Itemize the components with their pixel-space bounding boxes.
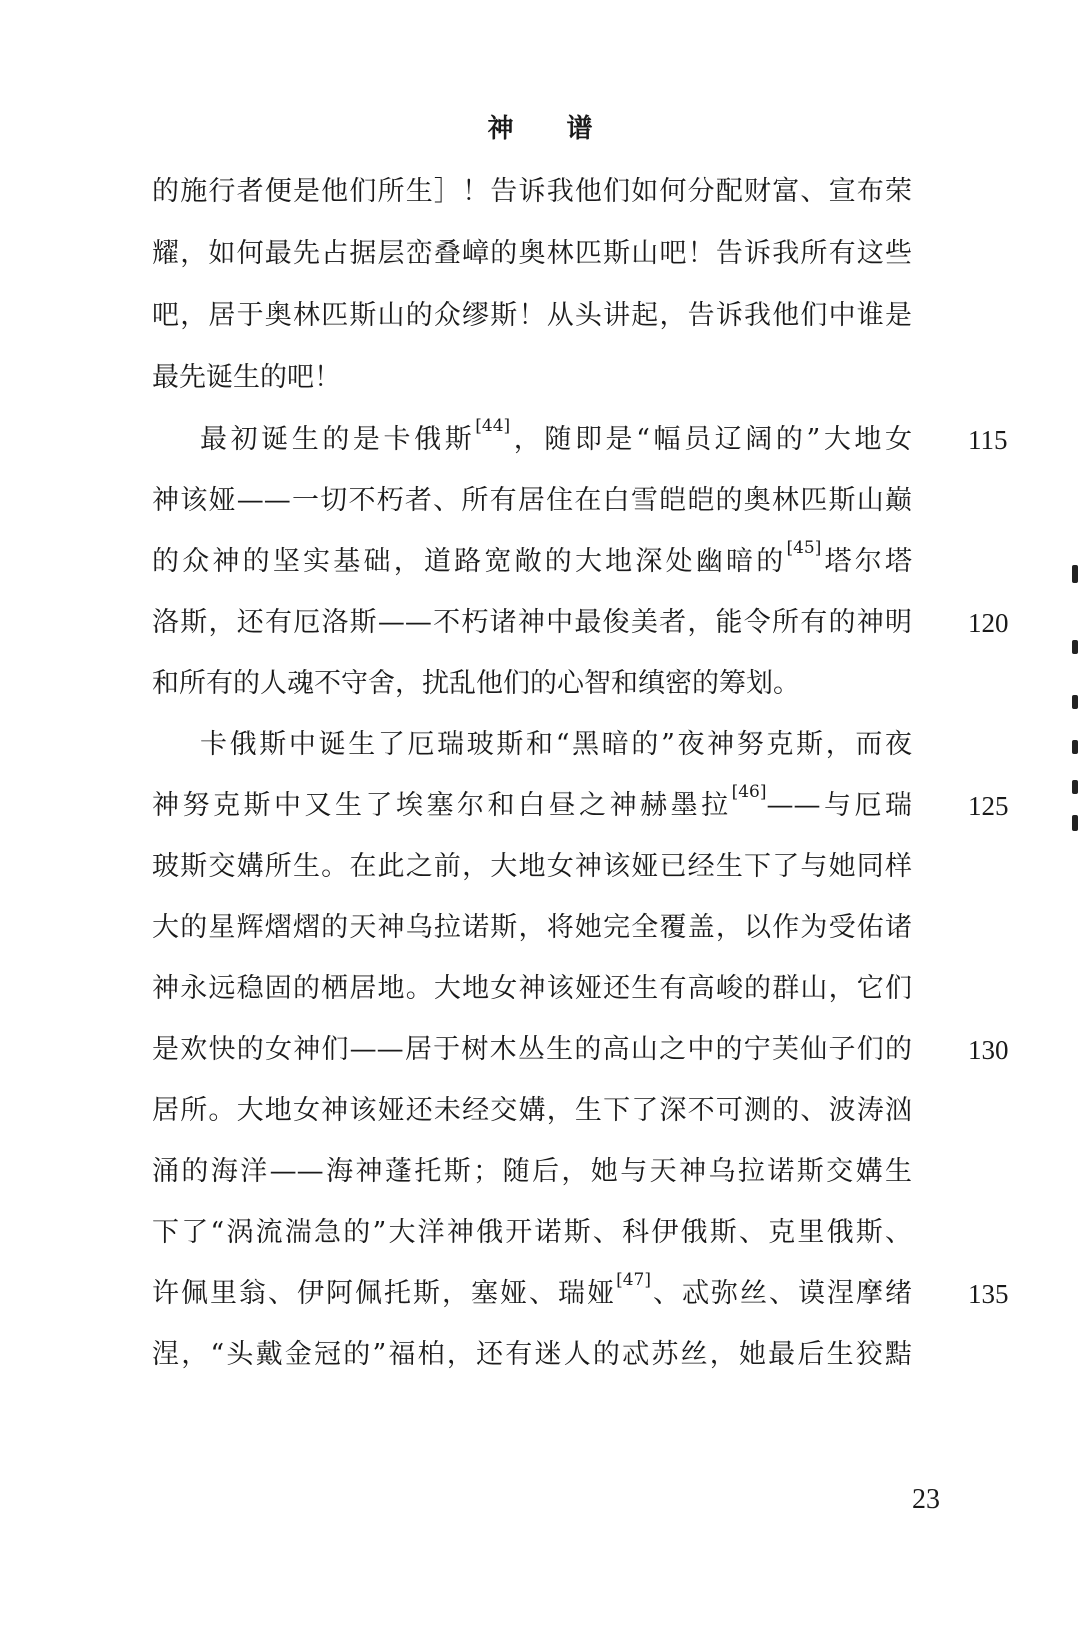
text-line	[152, 782, 913, 826]
facing-page-bleed	[1072, 695, 1078, 709]
text-line: 洛斯，还有厄洛斯——不朽诸神中最俊美者，能令所有的神明	[152, 607, 912, 638]
running-head: 神 谱	[487, 114, 615, 144]
text-line: 和所有的人魂不守舍，扰乱他们的心智和缜密的筹划。	[152, 668, 800, 699]
text-line	[152, 538, 913, 582]
facing-page-bleed	[1072, 640, 1078, 654]
text-line: 涅，“头戴金冠的”福柏，还有迷人的忒苏丝，她最后生狡黠	[152, 1339, 912, 1370]
text-run: 最初诞生的是卡俄斯	[200, 424, 476, 455]
text-run: 塔尔塔	[821, 546, 913, 577]
text-line: 吧，居于奥林匹斯山的众缪斯！从头讲起，告诉我他们中谁是	[152, 300, 912, 331]
text-run: ，随即是“幅员辽阔的”大地女	[510, 424, 913, 455]
verse-line-number: 125	[968, 791, 1009, 821]
text-line: 居所。大地女神该娅还未经交媾，生下了深不可测的、波涛汹	[152, 1095, 912, 1126]
text-line: 是欢快的女神们——居于树木丛生的高山之中的宁芙仙子们的	[152, 1034, 912, 1065]
text-line: 神永远稳固的栖居地。大地女神该娅还生有高峻的群山，它们	[152, 973, 912, 1004]
facing-page-bleed	[1072, 565, 1078, 583]
verse-line-number: 115	[968, 425, 1008, 455]
text-run: 、忒弥丝、谟涅摩绪	[650, 1278, 913, 1309]
text-line: 最先诞生的吧！	[152, 362, 341, 393]
footnote-ref-44[interactable]: [44]	[475, 416, 511, 436]
footnote-ref-47[interactable]: [47]	[616, 1270, 651, 1290]
footnote-ref-45[interactable]: [45]	[786, 538, 822, 558]
page-number: 23	[912, 1484, 940, 1515]
facing-page-bleed	[1072, 780, 1078, 794]
verse-line-number: 120	[968, 608, 1009, 638]
facing-page-bleed	[1072, 740, 1078, 754]
footnote-ref-46[interactable]: [46]	[731, 782, 767, 802]
text-line: 下了“涡流湍急的”大洋神俄开诺斯、科伊俄斯、克里俄斯、	[152, 1217, 912, 1248]
text-run: 神努克斯中又生了埃塞尔和白昼之神赫墨拉	[152, 790, 732, 821]
text-line	[200, 416, 913, 460]
text-run: 的众神的坚实基础，道路宽敞的大地深处幽暗的	[152, 546, 787, 577]
text-line: 大的星辉熠熠的天神乌拉诺斯，将她完全覆盖，以作为受佑诸	[152, 912, 912, 943]
text-line: 耀，如何最先占据层峦叠嶂的奥林匹斯山吧！告诉我所有这些	[152, 238, 912, 269]
text-line: 涌的海洋——海神蓬托斯；随后，她与天神乌拉诺斯交媾生	[152, 1156, 912, 1187]
text-line	[152, 1270, 913, 1314]
text-run: ——与厄瑞	[766, 790, 913, 821]
facing-page-bleed	[1072, 815, 1078, 831]
text-line: 神该娅——一切不朽者、所有居住在白雪皑皑的奥林匹斯山巅	[152, 485, 912, 516]
text-line: 玻斯交媾所生。在此之前，大地女神该娅已经生下了与她同样	[152, 851, 912, 882]
verse-line-number: 130	[968, 1035, 1009, 1065]
text-line: 卡俄斯中诞生了厄瑞玻斯和“黑暗的”夜神努克斯，而夜	[200, 729, 912, 760]
verse-line-number: 135	[968, 1279, 1009, 1309]
text-run: 许佩里翁、伊阿佩托斯，塞娅、瑞娅	[152, 1278, 617, 1309]
text-line: 的施行者便是他们所生］！告诉我他们如何分配财富、宣布荣	[152, 176, 912, 207]
